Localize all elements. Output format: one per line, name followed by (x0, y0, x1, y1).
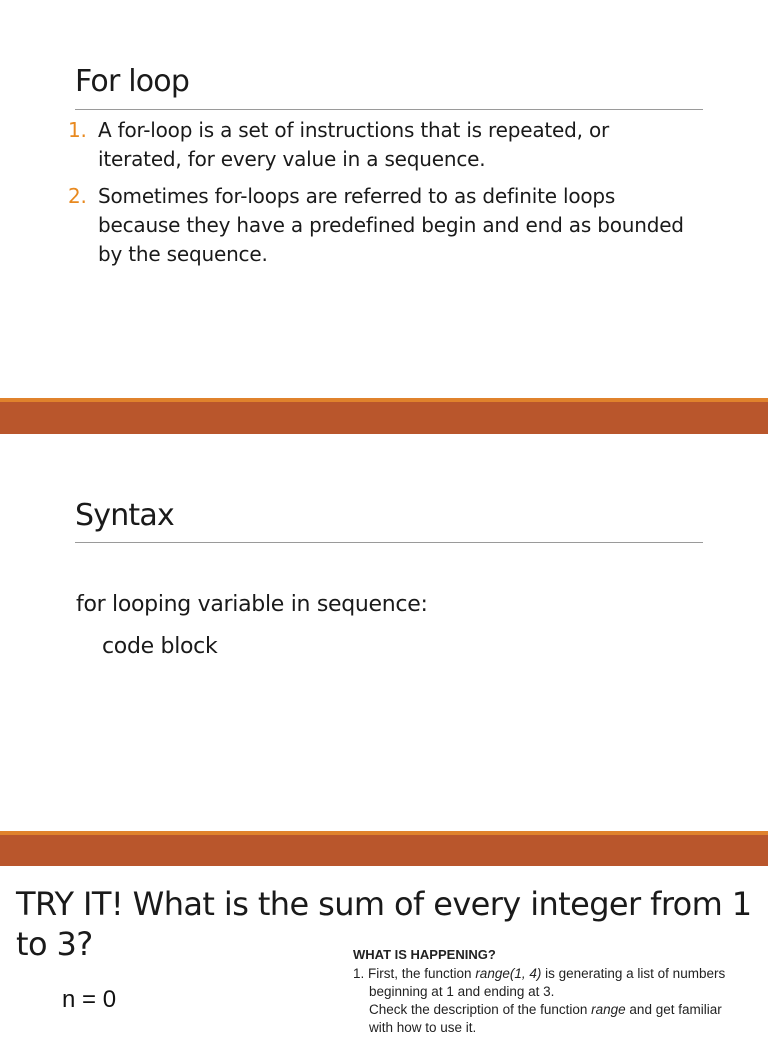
list-text: Sometimes for-loops are referred to as definite loops because they have a predefined begin and end as bounded by the sequence. (98, 184, 684, 266)
code-line: n = 0 (62, 986, 117, 1013)
syntax-code-block: code block (102, 634, 218, 659)
slide-try-it (0, 866, 768, 1035)
list-text: A for-loop is a set of instructions that is repeated, or iterated, for every value in a sequence. (98, 118, 610, 171)
slide-title: For loop (75, 64, 190, 99)
slide-syntax (0, 434, 768, 834)
explanation-line: Check the description of the function range and get familiar (369, 1002, 722, 1017)
explanation-line: with how to use it. (369, 1020, 477, 1035)
explanation-line: beginning at 1 and ending at 3. (369, 984, 555, 999)
list-item (68, 182, 688, 269)
what-is-happening-header: WHAT IS HAPPENING? (353, 947, 496, 962)
list-number: 2. (68, 184, 87, 208)
title-divider (75, 542, 703, 543)
list-number: 1. (68, 118, 87, 142)
title-divider (75, 109, 703, 110)
try-it-question: What is the sum of every integer from 1 to 3? (16, 885, 752, 963)
slide-separator (0, 831, 768, 866)
slide-title: Syntax (75, 498, 174, 533)
slide-separator (0, 398, 768, 434)
definition-list (68, 116, 688, 277)
slide-for-loop (0, 0, 768, 398)
syntax-line: for looping variable in sequence: (76, 592, 428, 617)
try-it-label: TRY IT! (16, 885, 124, 923)
list-item (68, 116, 688, 174)
what-is-happening-box (353, 946, 763, 1037)
explanation-line: 1. First, the function range(1, 4) is generating a list of numbers (353, 966, 726, 981)
